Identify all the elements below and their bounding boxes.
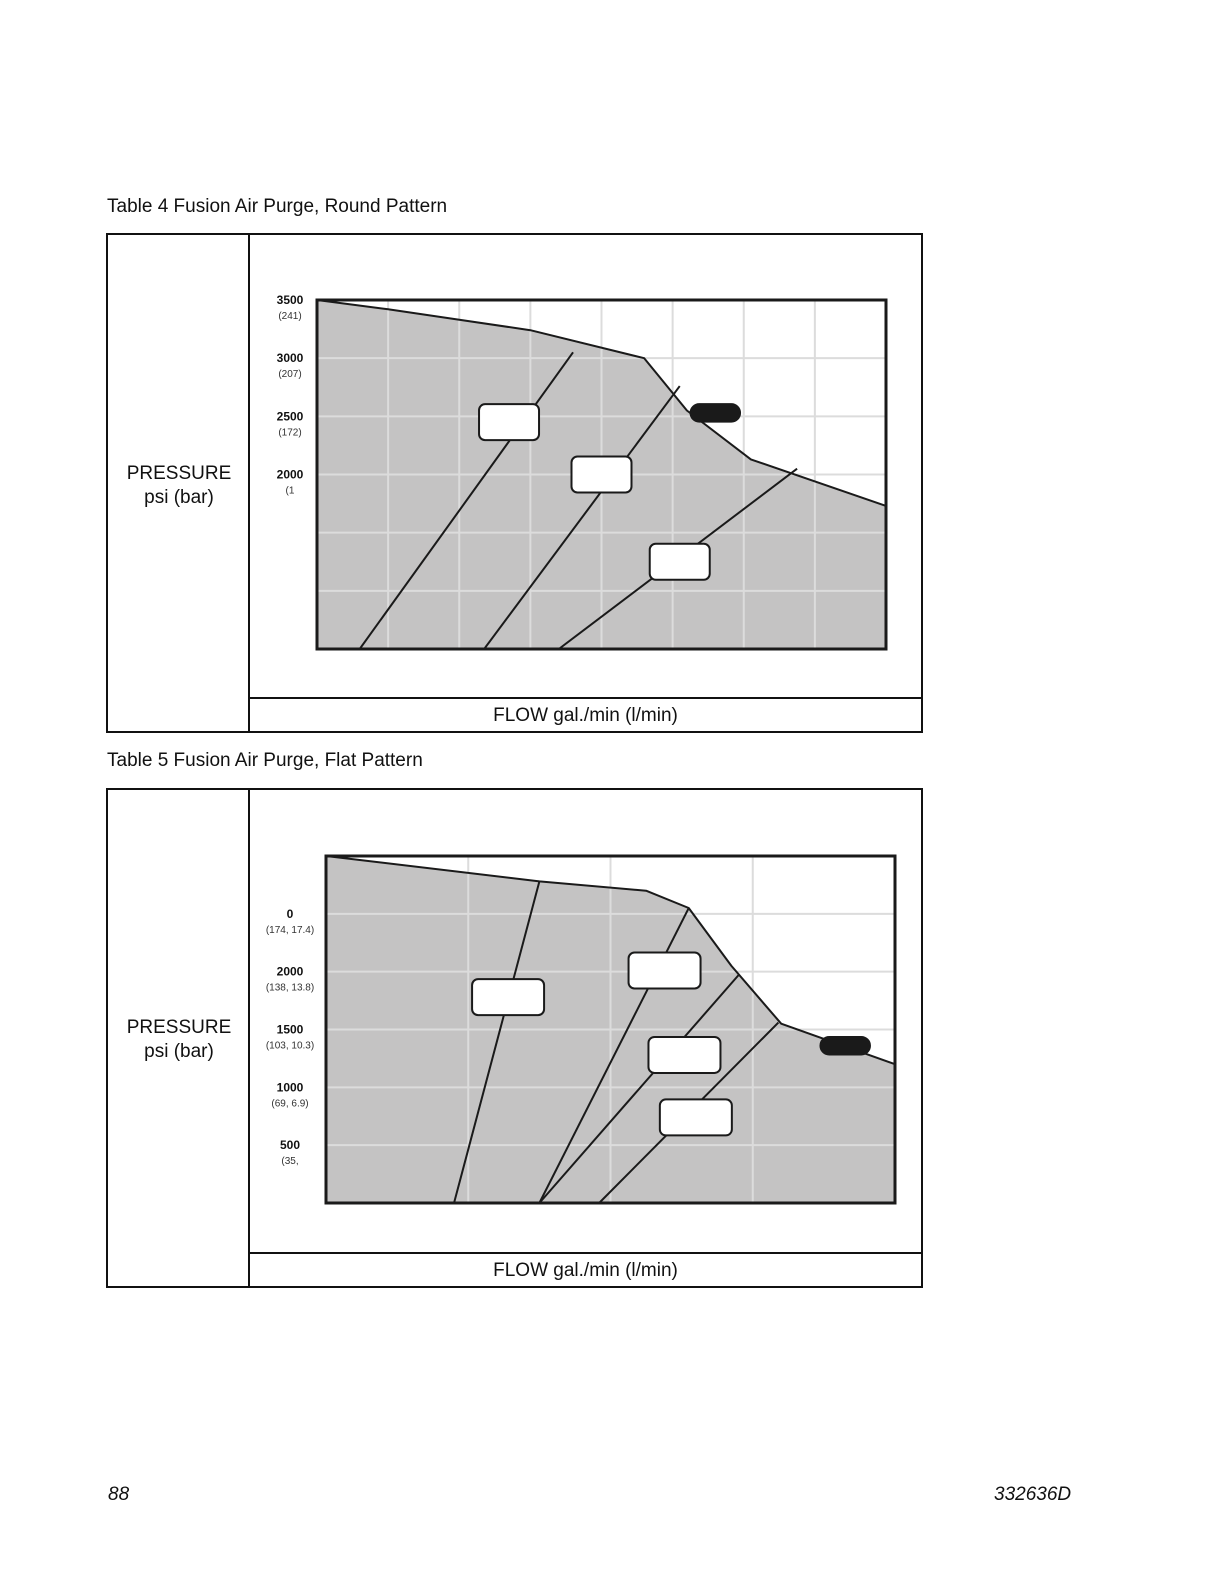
y-tick-label: 1500	[276, 1022, 304, 1037]
y-tick-label: 3500	[276, 293, 304, 307]
label-box	[648, 1037, 720, 1073]
y-tick-label: 3000	[276, 351, 304, 366]
table-caption: Table 5 Fusion Air Purge, Flat Pattern	[107, 750, 423, 771]
page-number: 88	[108, 1484, 130, 1505]
y-tick-sublabel: (138, 13.8)	[265, 982, 315, 994]
table-caption: Table 4 Fusion Air Purge, Round Pattern	[107, 196, 448, 217]
y-tick-label: 1000	[276, 1080, 304, 1095]
y-tick-sublabel: (103, 10.3)	[265, 1040, 315, 1052]
xlabel-cell: FLOW gal./min (l/min)	[250, 697, 921, 731]
ylabel-unit: psi (bar)	[144, 487, 214, 508]
label-box-filled	[820, 1037, 870, 1055]
label-box	[472, 979, 544, 1015]
y-tick-label: 2000	[276, 467, 304, 482]
ylabel-pressure: PRESSURE	[126, 1017, 232, 1038]
label-box	[660, 1099, 732, 1135]
y-tick-sublabel: (35,	[281, 1156, 299, 1168]
y-tick-sublabel: (69, 6.9)	[271, 1098, 309, 1110]
ylabel-pressure: PRESSURE	[126, 463, 232, 484]
label-box	[629, 953, 701, 989]
ylabel-unit: psi (bar)	[144, 1041, 214, 1062]
y-tick-label: 2000	[276, 964, 304, 979]
y-tick-sublabel: (174, 17.4)	[265, 924, 315, 936]
y-tick-sublabel: (207)	[278, 369, 302, 381]
y-tick-label: 0	[286, 906, 294, 921]
doc-number: 332636D	[994, 1484, 1072, 1505]
xlabel-cell: FLOW gal./min (l/min)	[250, 1252, 921, 1286]
y-tick-sublabel: (172)	[278, 427, 302, 439]
y-tick-label: 500	[279, 1138, 301, 1153]
y-tick-sublabel: (1	[285, 485, 295, 497]
y-tick-label: 2500	[276, 409, 304, 424]
y-tick-sublabel: (241)	[278, 311, 302, 322]
